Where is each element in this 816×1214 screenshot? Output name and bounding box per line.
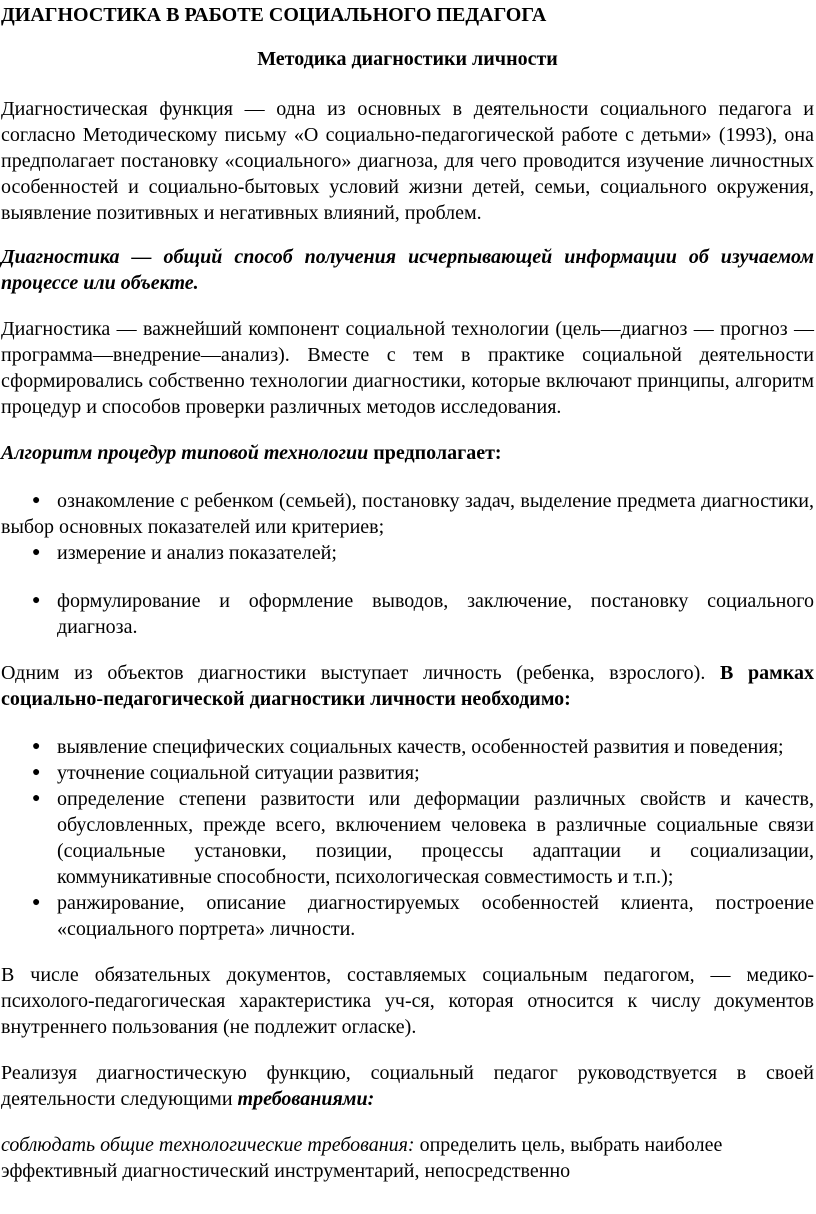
requirements-paragraph-plain: Реализуя диагностическую функцию, социальный педагог руководствуется в своей деятельности следующими — [1, 1062, 814, 1110]
list-item — [1, 890, 814, 942]
bullet-icon: ● — [32, 791, 41, 806]
list-item-text: ранжирование, описание диагностируемых особенностей клиента, построение «социального портрета» личности. — [57, 892, 814, 940]
technology-paragraph: Диагностика — важнейший компонент социальной технологии (цель—диагноз — прогноз — программа—внедрение—анализ). Вместе с тем в практике социальной деятельности сформировались собственно технологии диагностики, которые включают принципы, алгоритм процедур и способов проверки различных методов исследования. — [1, 318, 814, 418]
requirements-paragraph — [1, 1060, 814, 1112]
list-item — [1, 488, 814, 540]
list-item — [1, 786, 814, 890]
section-subtitle: Методика диагностики личности — [257, 48, 558, 70]
personality-paragraph-bold: В рамках социально-педагогической диагностики личности необходимо: — [1, 662, 814, 710]
personality-paragraph — [1, 660, 814, 712]
documents-paragraph: В числе обязательных документов, составляемых социальным педагогом, — медико-психолого-педагогическая характеристика уч-ся, которая относится к числу документов внутреннего пользования (не подлежит огласке). — [1, 964, 814, 1038]
personality-paragraph-plain: Одним из объектов диагностики выступает личность (ребенка, взрослого). — [1, 662, 721, 684]
requirements-paragraph-bold-italic: требованиями: — [237, 1088, 375, 1110]
algorithm-heading-bold: предполагает: — [368, 442, 502, 464]
general-requirements-italic: соблюдать общие технологические требования: — [1, 1134, 415, 1156]
list-item-text: ознакомление с ребенком (семьей), постановку задач, выделение предмета диагностики, выбор основных показателей или критериев; — [1, 490, 814, 538]
definition-paragraph: Диагностика — общий способ получения исчерпывающей информации об изучаемом процессе или объекте. — [1, 246, 814, 294]
document-title: ДИАГНОСТИКА В РАБОТЕ СОЦИАЛЬНОГО ПЕДАГОГА — [1, 4, 547, 26]
bullet-icon: ● — [32, 493, 41, 508]
list-item — [1, 540, 814, 566]
list-item — [1, 734, 814, 760]
list-item-text: определение степени развитости или деформации различных свойств и качеств, обусловленных, прежде всего, включением человека в различные социальные связи (социальные установки, позиции, процессы адаптации и социализации, коммуникативные способности, психологическая совместимость и т.п.); — [57, 788, 814, 888]
list-item-text: выявление специфических социальных качеств, особенностей развития и поведения; — [57, 736, 784, 758]
bullet-icon: ● — [32, 765, 41, 780]
bullet-icon: ● — [32, 593, 41, 608]
list-item-text: уточнение социальной ситуации развития; — [57, 762, 420, 784]
intro-paragraph: Диагностическая функция — одна из основных в деятельности социального педагога и согласно Методическому письму «О социально-педагогической работе с детьми» (1993), она предполагает постановку «социального» диагноза, для чего проводится изучение личностных особенностей и социально-бытовых условий жизни детей, семьи, социального окружения, выявление позитивных и негативных влияний, проблем. — [1, 98, 814, 224]
list-item-text: формулирование и оформление выводов, заключение, постановку социального диагноза. — [57, 590, 814, 638]
list-item-text: измерение и анализ показателей; — [57, 542, 337, 564]
list-item — [1, 588, 814, 640]
bullet-icon: ● — [32, 545, 41, 560]
bullet-icon: ● — [32, 895, 41, 910]
algorithm-heading — [1, 440, 814, 466]
algorithm-list — [1, 488, 814, 640]
general-requirements-paragraph — [1, 1132, 814, 1184]
list-item — [1, 760, 814, 786]
personality-list — [1, 734, 814, 942]
algorithm-heading-italic: Алгоритм процедур типовой технологии — [1, 442, 369, 464]
bullet-icon: ● — [32, 739, 41, 754]
general-requirements-plain: определить цель, выбрать наиболее эффективный диагностический инструментарий, непосредственно — [1, 1134, 723, 1182]
